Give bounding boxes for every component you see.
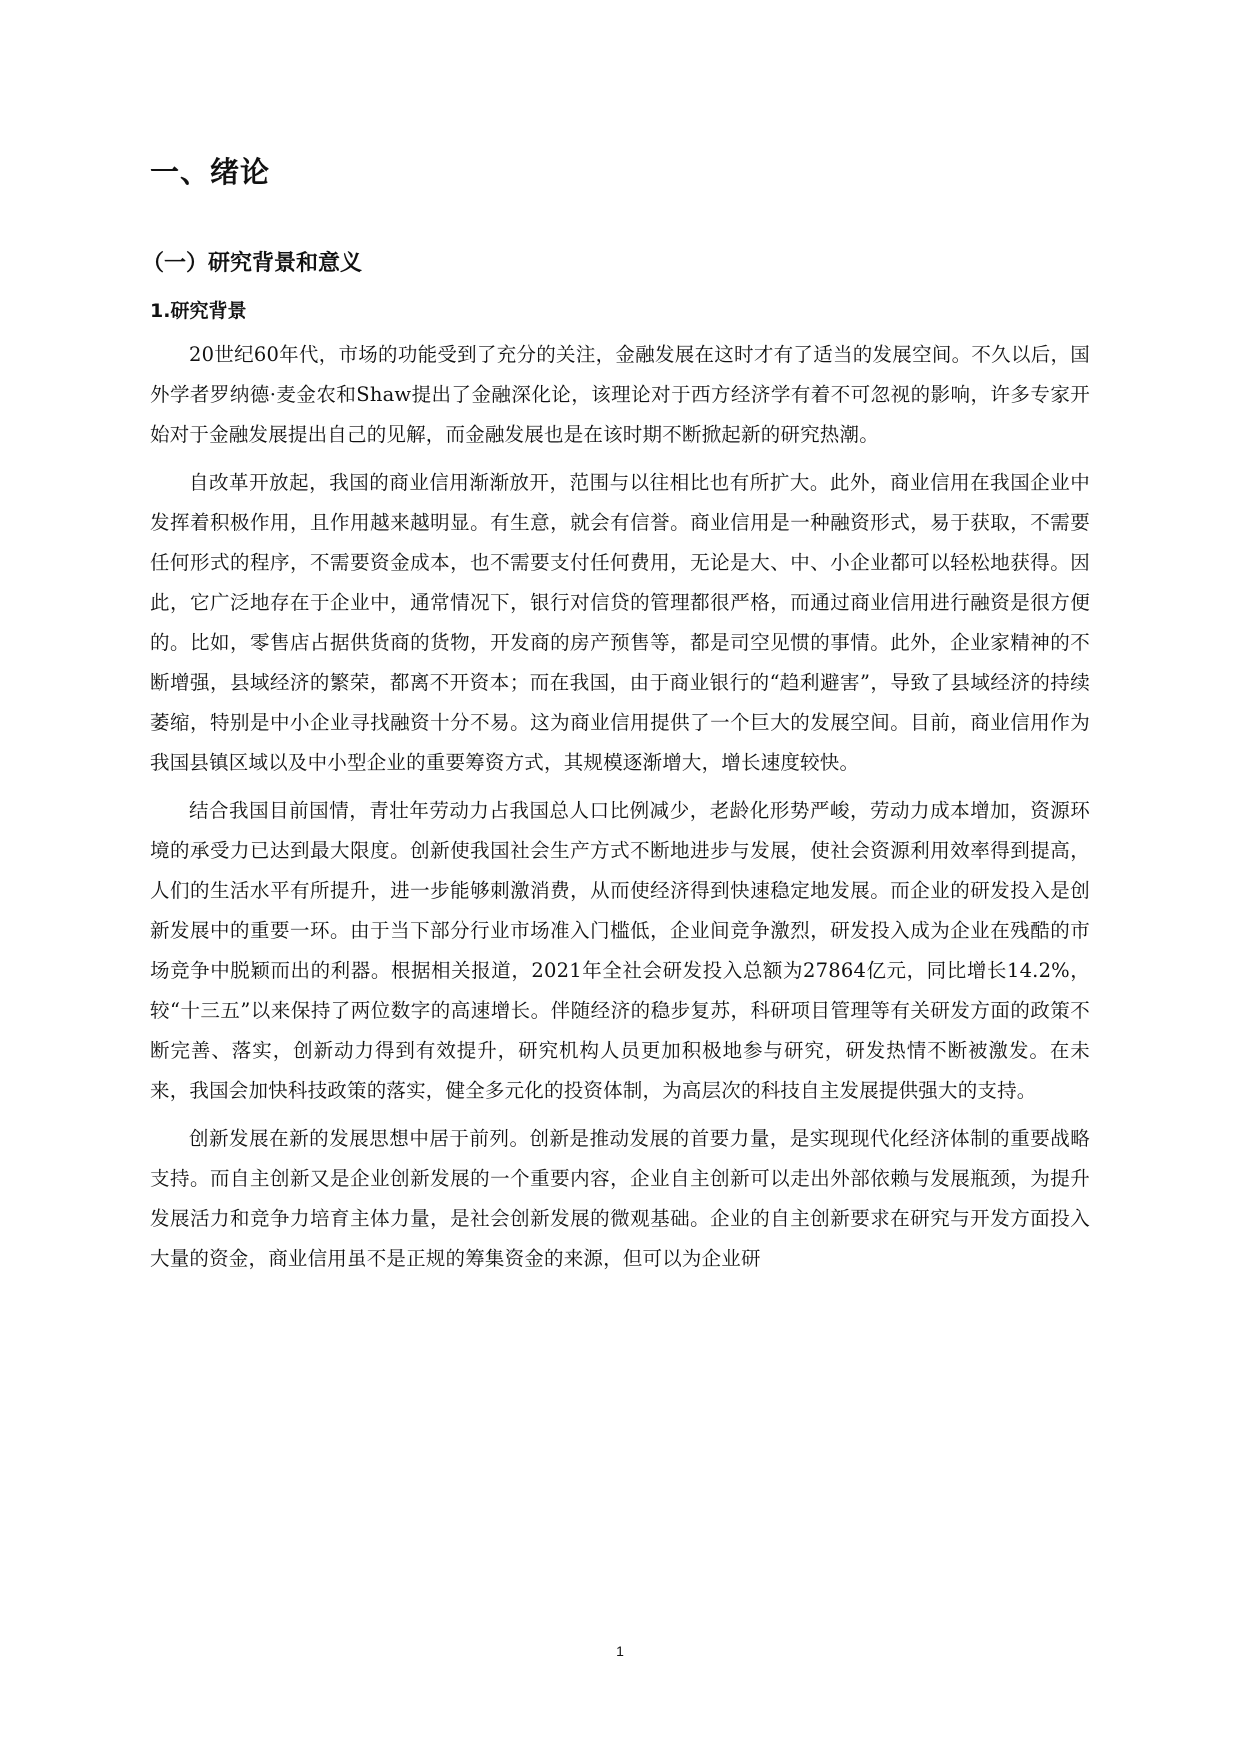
subsection-title: 1.研究背景 [150, 300, 247, 322]
paragraph-4: 创新发展在新的发展思想中居于前列。创新是推动发展的首要力量，是实现现代化经济体制的重要战略支持。而自主创新又是企业创新发展的一个重要内容，企业自主创新可以走出外部依赖与发展瓶颈，为提升发展活力和竞争力培育主体力量，是社会创新发展的微观基础。企业的自主创新要求在研究与开发方面投入大量的资金，商业信用虽不是正规的筹集资金的来源，但可以为企业研 [150, 1127, 1090, 1270]
paragraph-3: 结合我国目前国情，青壮年劳动力占我国总人口比例减少，老龄化形势严峻，劳动力成本增加，资源环境的承受力已达到最大限度。创新使我国社会生产方式不断地进步与发展，使社会资源利用效率得到提高，人们的生活水平有所提升，进一步能够刺激消费，从而使经济得到快速稳定地发展。而企业的研发投入是创新发展中的重要一环。由于当下部分行业市场准入门槛低，企业间竞争激烈，研发投入成为企业在残酷的市场竞争中脱颖而出的利器。根据相关报道，2021年全社会研发投入总额为27864亿元，同比增长14.2%，较“十三五”以来保持了两位数字的高速增长。伴随经济的稳步复苏，科研项目管理等有关研发方面的政策不断完善、落实，创新动力得到有效提升，研究机构人员更加积极地参与研究，研发热情不断被激发。在未来，我国会加快科技政策的落实，健全多元化的投资体制，为高层次的科技自主发展提供强大的支持。 [150, 799, 1090, 1102]
chapter-title: 一、绪论 [150, 155, 271, 189]
paragraph-2: 自改革开放起，我国的商业信用渐渐放开，范围与以往相比也有所扩大。此外，商业信用在我国企业中发挥着积极作用，且作用越来越明显。有生意，就会有信誉。商业信用是一种融资形式，易于获取，不需要任何形式的程序，不需要资金成本，也不需要支付任何费用，无论是大、中、小企业都可以轻松地获得。因此，它广泛地存在于企业中，通常情况下，银行对信贷的管理都很严格，而通过商业信用进行融资是很方便的。比如，零售店占据供货商的货物，开发商的房产预售等，都是司空见惯的事情。此外，企业家精神的不断增强，县域经济的繁荣，都离不开资本；而在我国，由于商业银行的“趋利避害”，导致了县域经济的持续萎缩，特别是中小企业寻找融资十分不易。这为商业信用提供了一个巨大的发展空间。目前，商业信用作为我国县镇区域以及中小型企业的重要筹资方式，其规模逐渐增大，增长速度较快。 [150, 471, 1090, 774]
section-title: （一）研究背景和意义 [142, 251, 363, 276]
page-number: 1 [616, 1643, 624, 1659]
paragraph-1: 20世纪60年代，市场的功能受到了充分的关注，金融发展在这时才有了适当的发展空间。不久以后，国外学者罗纳德·麦金农和Shaw提出了金融深化论，该理论对于西方经济学有着不可忽视的影响，许多专家开始对于金融发展提出自己的见解，而金融发展也是在该时期不断掀起新的研究热潮。 [150, 343, 1090, 446]
body-text [150, 335, 1090, 1287]
